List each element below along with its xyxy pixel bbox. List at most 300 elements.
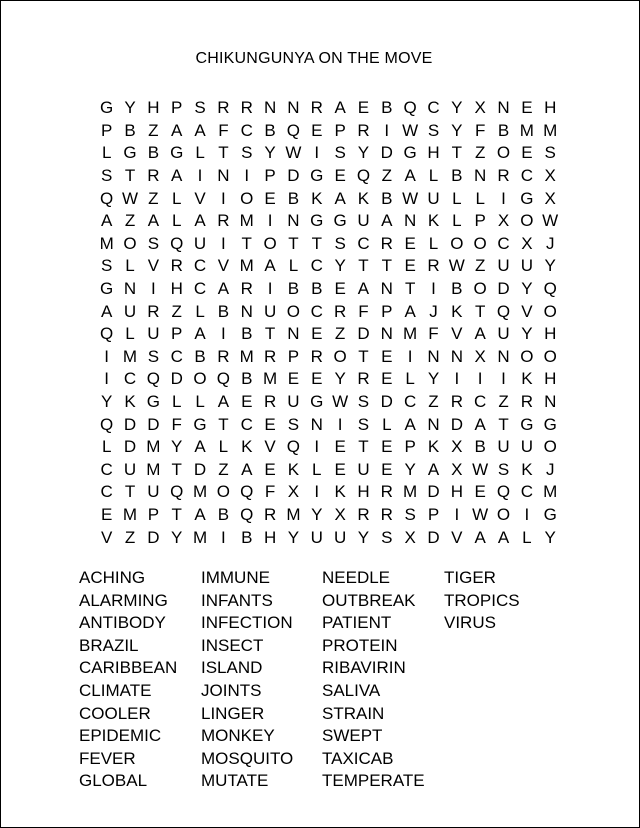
grid-letter: X [521,233,533,253]
grid-letter: T [218,143,229,163]
grid-row [95,413,562,436]
word-list-item: JOINTS [201,680,262,700]
grid-letter: A [334,188,346,208]
grid-row [95,300,562,323]
grid-letter: B [241,369,253,389]
grid-letter: U [427,188,440,208]
grid-letter: S [101,166,113,186]
grid-row [95,165,562,188]
grid-letter: O [333,346,347,366]
word-list-item: SALIVA [322,680,381,700]
grid-letter: Q [240,504,254,524]
grid-letter: E [311,369,323,389]
grid-letter: W [285,143,302,163]
grid-letter: R [170,256,183,276]
grid-letter: F [474,120,486,140]
grid-letter: G [123,143,137,163]
grid-letter: P [147,504,160,524]
grid-letter: D [497,279,510,299]
grid-letter: N [287,324,300,344]
grid-letter: K [427,437,440,457]
grid-letter: S [381,527,393,547]
grid-letter: Y [101,392,113,412]
grid-letter: C [240,414,253,434]
grid-letter: P [334,120,346,140]
grid-letter: K [427,211,440,231]
grid-letter: O [240,188,254,208]
grid-letter: E [357,98,370,118]
grid-letter: L [475,188,485,208]
word-list-item: MUTATE [201,771,269,791]
grid-row [95,459,562,482]
grid-letter: E [241,392,253,412]
grid-letter: N [427,414,440,434]
grid-letter: U [497,324,510,344]
grid-letter: Y [334,256,346,276]
grid-letter: I [501,188,506,208]
grid-letter: N [404,211,417,231]
grid-letter: B [241,324,253,344]
grid-letter: G [146,392,160,412]
grid-letter: A [194,437,206,457]
grid-letter: T [381,256,392,276]
grid-letter: H [357,482,370,502]
word-column [322,567,444,793]
grid-letter: S [287,414,300,434]
grid-row [95,187,562,210]
grid-letter: T [171,504,182,524]
grid-letter: O [286,301,301,321]
grid-letter: Y [544,256,556,276]
grid-letter: S [357,392,370,412]
grid-letter: C [240,120,253,140]
grid-letter: R [217,211,230,231]
grid-letter: A [147,211,160,231]
grid-letter: X [287,482,300,502]
grid-row [95,504,562,527]
grid-letter: O [520,211,534,231]
grid-letter: E [311,324,323,344]
grid-letter: P [404,437,416,457]
grid-letter: L [452,188,462,208]
grid-letter: D [123,414,137,434]
grid-letter: T [358,256,369,276]
grid-letter: M [262,369,278,389]
word-list-item: ACHING [79,568,146,587]
grid-letter: L [171,211,182,231]
grid-letter: H [427,143,440,163]
grid-letter: Y [544,527,556,547]
grid-letter: N [240,301,253,321]
word-list-item: BRAZIL [79,635,139,655]
grid-letter: T [124,166,136,186]
grid-letter: L [101,437,112,457]
grid-row [95,481,562,504]
grid-letter: Z [474,143,486,163]
grid-letter: Q [356,166,371,186]
grid-letter: R [240,279,253,299]
grid-letter: Q [496,301,511,321]
grid-letter: C [427,98,440,118]
word-column [79,567,201,793]
grid-letter: X [474,98,486,118]
grid-letter: L [312,459,322,479]
grid-letter: M [403,482,418,502]
word-list-item: RIBAVIRIN [322,658,406,678]
grid-letter: I [267,279,273,299]
grid-letter: I [221,188,226,208]
grid-letter: K [451,301,463,321]
grid-letter: A [474,414,486,434]
grid-letter: M [192,482,208,502]
grid-letter: N [380,279,393,299]
grid-letter: F [218,120,229,140]
grid-letter: N [450,346,463,366]
grid-letter: M [239,346,254,366]
grid-letter: A [404,414,416,434]
grid-letter: B [451,279,463,299]
grid-letter: P [101,120,113,140]
grid-letter: B [287,279,300,299]
grid-letter: D [427,482,440,502]
grid-row [95,255,562,278]
grid-letter: N [497,346,510,366]
grid-letter: O [543,437,557,457]
grid-letter: O [520,346,534,366]
grid-letter: S [147,233,160,253]
grid-letter: Q [286,437,301,457]
grid-letter: B [311,279,323,299]
grid-letter: R [497,166,510,186]
grid-letter: H [544,98,557,118]
grid-letter: E [381,369,393,389]
grid-letter: L [522,527,532,547]
grid-letter: B [217,504,230,524]
grid-letter: T [264,324,276,344]
grid-letter: E [287,369,300,389]
grid-letter: M [192,527,208,547]
grid-letter: I [501,369,506,389]
grid-letter: W [542,211,559,231]
grid-letter: K [521,369,533,389]
grid-letter: F [264,482,276,502]
grid-letter: V [217,256,230,276]
grid-letter: W [402,120,419,140]
grid-letter: H [450,482,463,502]
grid-letter: W [472,504,489,524]
grid-letter: Z [381,166,392,186]
grid-letter: N [474,166,487,186]
grid-letter: Q [216,369,230,389]
word-list [79,567,544,793]
grid-letter: V [521,301,533,321]
grid-letter: H [544,369,557,389]
grid-letter: N [263,98,277,118]
grid-letter: I [221,233,226,253]
grid-letter: P [474,211,486,231]
grid-letter: M [286,504,301,524]
grid-letter: T [498,414,509,434]
grid-row [95,97,562,120]
grid-letter: Q [100,414,114,434]
grid-letter: A [194,504,206,524]
grid-letter: A [497,527,510,547]
grid-letter: Q [403,98,417,118]
grid-letter: G [170,143,184,163]
grid-row [95,278,562,301]
word-list-item: MONKEY [201,726,275,746]
grid-letter: S [194,98,206,118]
grid-letter: N [287,211,300,231]
grid-letter: L [195,143,205,163]
grid-letter: Y [357,143,370,163]
grid-letter: Q [170,482,184,502]
grid-letter: M [122,504,138,524]
grid-letter: W [121,188,139,208]
grid-letter: E [404,256,416,276]
grid-letter: C [497,233,510,253]
grid-row [95,142,562,165]
grid-letter: G [403,143,417,163]
grid-letter: U [287,392,300,412]
grid-letter: B [217,301,230,321]
grid-letter: I [244,166,250,186]
grid-letter: E [264,459,276,479]
grid-letter: K [241,437,253,457]
grid-row [95,436,562,459]
grid-letter: W [448,256,465,276]
grid-letter: C [474,392,487,412]
grid-letter: R [310,98,323,118]
grid-letter: H [170,279,183,299]
grid-row [95,526,562,549]
grid-letter: N [217,166,230,186]
grid-letter: C [100,459,113,479]
grid-letter: I [221,527,226,547]
grid-letter: A [474,527,486,547]
grid-letter: A [357,279,370,299]
grid-letter: M [146,459,161,479]
grid-letter: A [334,98,346,118]
grid-letter: L [171,188,182,208]
grid-letter: O [543,346,557,366]
grid-letter: F [171,414,182,434]
grid-letter: Q [240,482,254,502]
grid-letter: G [333,211,347,231]
grid-letter: Y [287,527,300,547]
grid-letter: W [472,459,489,479]
word-list-item: INFANTS [201,590,273,610]
grid-letter: I [454,369,460,389]
grid-letter: Q [100,188,114,208]
grid-letter: G [100,98,114,118]
grid-letter: R [357,369,370,389]
word-list-item: CLIMATE [79,680,152,700]
grid-letter: L [382,414,392,434]
grid-letter: C [520,166,533,186]
grid-letter: Y [171,527,183,547]
word-list-item: SWEPT [322,726,383,746]
grid-letter: I [314,143,320,163]
grid-letter: Y [404,459,416,479]
grid-letter: I [337,414,343,434]
grid-letter: A [474,324,486,344]
grid-letter: U [497,256,510,276]
grid-letter: D [287,166,300,186]
grid-letter: D [123,437,137,457]
grid-letter: B [241,527,253,547]
grid-letter: U [333,527,347,547]
grid-letter: U [193,233,207,253]
grid-letter: U [497,437,510,457]
grid-letter: X [474,346,486,366]
grid-letter: Y [521,324,533,344]
grid-letter: V [194,188,206,208]
grid-row [95,368,562,391]
grid-letter: K [287,459,300,479]
grid-letter: E [101,504,113,524]
grid-letter: M [99,233,114,253]
word-list-item: FEVER [79,748,136,768]
grid-letter: O [263,233,277,253]
grid-letter: G [310,211,324,231]
grid-letter: I [221,324,226,344]
grid-letter: T [218,414,229,434]
word-list-item: EPIDEMIC [79,726,162,746]
grid-letter: O [496,504,511,524]
grid-letter: E [334,437,346,457]
grid-letter: R [240,98,253,118]
grid-letter: O [193,369,207,389]
grid-letter: T [358,346,369,366]
word-column [201,567,322,793]
grid-letter: F [428,324,439,344]
grid-letter: E [334,166,346,186]
grid-letter: P [427,504,440,524]
grid-letter: O [543,301,557,321]
letter-grid [95,97,562,549]
grid-letter: I [524,504,530,524]
grid-letter: T [288,233,299,253]
grid-letter: T [311,233,322,253]
grid-letter: P [381,301,393,321]
grid-letter: U [357,459,370,479]
grid-letter: R [263,346,277,366]
grid-letter: G [543,504,557,524]
grid-letter: N [380,324,393,344]
grid-letter: F [358,301,369,321]
grid-letter: R [427,256,440,276]
word-column [444,567,544,793]
word-list-item: LINGER [201,703,265,723]
grid-row [95,210,562,233]
grid-letter: A [427,459,440,479]
word-list-item: CARIBBEAN [79,658,178,678]
grid-letter: H [263,527,277,547]
grid-letter: R [357,120,370,140]
grid-letter: B [474,437,486,457]
word-list-item: STRAIN [322,703,385,723]
grid-letter: P [171,98,183,118]
word-list-item: TEMPERATE [322,771,425,791]
grid-letter: Z [428,392,439,412]
grid-letter: T [404,279,416,299]
grid-letter: G [310,392,324,412]
grid-letter: R [310,346,323,366]
grid-letter: X [451,437,463,457]
grid-letter: S [357,414,370,434]
grid-letter: P [171,324,183,344]
grid-letter: U [357,211,370,231]
grid-letter: R [380,233,393,253]
grid-letter: M [239,211,254,231]
grid-letter: A [194,324,206,344]
word-list-item: ALARMING [79,590,168,610]
grid-letter: A [241,459,253,479]
grid-letter: D [147,527,160,547]
word-list-item: TAXICAB [322,748,394,768]
grid-letter: Z [148,120,159,140]
grid-letter: A [101,301,113,321]
grid-letter: Q [496,482,511,502]
grid-letter: A [171,120,183,140]
grid-letter: N [544,392,557,412]
grid-letter: I [314,482,320,502]
grid-letter: J [545,459,555,479]
grid-letter: B [381,98,393,118]
grid-letter: O [473,233,487,253]
grid-letter: K [311,188,323,208]
grid-letter: E [521,143,533,163]
grid-letter: M [239,256,254,276]
grid-letter: L [428,233,439,253]
word-list-item: COOLER [79,703,151,723]
grid-letter: B [264,120,276,140]
word-list-item: TIGER [444,568,496,587]
grid-letter: C [193,279,207,299]
grid-letter: Q [100,324,114,344]
grid-row [95,120,562,143]
grid-letter: V [264,437,276,457]
puzzle-title: CHIKUNGUNYA ON THE MOVE [195,50,433,67]
grid-letter: U [310,527,323,547]
grid-row [95,346,562,369]
grid-letter: V [147,256,160,276]
grid-letter: L [195,301,205,321]
grid-letter: Z [124,527,136,547]
grid-letter: E [334,459,346,479]
grid-letter: V [451,324,463,344]
word-list-item: VIRUS [444,613,496,633]
grid-letter: S [334,143,346,163]
word-list-item: INFECTION [201,613,293,633]
grid-letter: M [146,437,161,457]
grid-letter: N [123,279,137,299]
grid-letter: K [124,392,136,412]
grid-letter: Y [171,437,183,457]
word-list-item: OUTBREAK [322,590,416,610]
grid-letter: L [171,392,182,412]
word-list-item: IMMUNE [201,568,270,587]
grid-letter: T [358,437,369,457]
grid-letter: O [473,279,487,299]
grid-letter: T [474,301,486,321]
grid-letter: I [477,369,483,389]
grid-letter: P [287,346,300,366]
grid-letter: R [333,301,347,321]
grid-letter: B [381,188,393,208]
word-list-item: MOSQUITO [201,748,294,768]
